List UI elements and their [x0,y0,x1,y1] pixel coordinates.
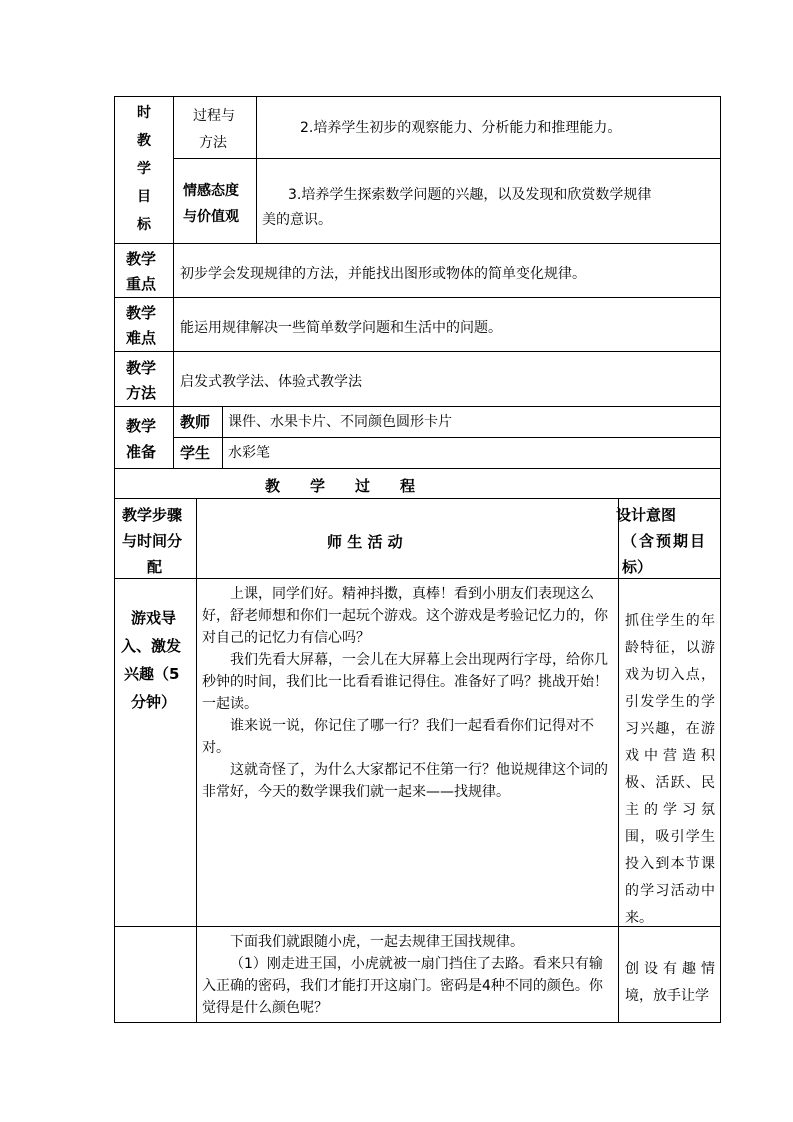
objectives-char: 时 [137,105,151,121]
student-label: 学生 [180,444,211,462]
table-line [114,243,721,244]
table-border-bottom [114,1022,721,1023]
key-point-label: 重点 [126,275,157,293]
table-line [196,498,197,1023]
process-method-label: 方法 [199,135,227,151]
table-line [256,96,257,244]
table-line [114,468,721,469]
difficulty-label: 教学 [126,304,157,322]
steps-header: 配 [147,558,163,576]
emotion-text: 3.培养学生探索数学问题的兴趣，以及发现和欣赏数学规律 [288,187,652,203]
table-line [114,406,721,407]
key-point-label: 教学 [126,250,157,268]
objectives-char: 教 [137,133,151,149]
emotion-label: 与价值观 [183,209,239,225]
method-text: 启发式教学法、体验式教学法 [180,374,362,390]
design-header: 设计意图 [616,506,677,524]
step-label: 游戏导 [131,609,177,627]
activity-paragraph: 这就奇怪了，为什么大家都记不住第一行？他说规律这个词的非常好，今天的数学课我们就一起来——找规律。 [202,762,608,800]
steps-header: 教学步骤 [122,506,183,524]
key-point-text: 初步学会发现规律的方法，并能找出图形或物体的简单变化规律。 [180,266,586,282]
emotion-label: 情感态度 [183,183,239,199]
activity-content [202,583,614,803]
step-label: 兴趣（5 [124,665,180,683]
steps-header: 与时间分 [122,532,183,550]
design-intent: 创设有趣情境，放手让学 [625,961,715,1004]
emotion-text: 美的意识。 [262,212,332,228]
step-label: 入、激发 [121,637,182,655]
process-title: 教 学 过 程 [265,477,416,495]
table-line [173,437,721,438]
teacher-label: 教师 [180,413,211,431]
design-header: 标） [622,558,653,576]
preparation-label: 准备 [126,443,157,461]
table-line [173,96,174,469]
difficulty-label: 难点 [126,329,157,347]
process-method-text: 2.培养学生初步的观察能力、分析能力和推理能力。 [300,120,622,136]
preparation-label: 教学 [126,417,157,435]
design-intent: 抓住学生的年龄特征，以游戏为切入点，引发学生的学习兴趣，在游戏中营造积极、活跃、民主的学习氛围，吸引学生投入到本节课的学习活动中来。 [625,613,715,926]
table-border-left [114,96,115,1023]
difficulty-text: 能运用规律解决一些简单数学问题和生活中的问题。 [180,320,502,336]
student-materials: 水彩笔 [228,445,270,461]
method-label: 方法 [126,384,157,402]
step-label: 分钟） [131,693,177,711]
activity-header: 师 生 活 动 [327,533,403,551]
activity-paragraph: 下面我们就跟随小虎，一起去规律王国找规律。 [230,934,524,950]
table-line [222,406,223,469]
objectives-char: 学 [137,161,151,177]
table-border-top [114,96,721,97]
objectives-char: 标 [137,217,151,233]
table-line [618,498,619,1023]
table-line [114,351,721,352]
design-header: （含预期目 [622,532,708,550]
activity-paragraph: 谁来说一说，你记住了哪一行？我们一起看看你们记得对不对。 [202,718,594,756]
objectives-char: 目 [137,189,151,205]
table-border-right [720,96,721,1023]
activity-paragraph: 上课，同学们好。精神抖擞，真棒！看到小朋友们表现这么好，舒老师想和你们一起玩个游戏。这个游戏是考验记忆力的，你对自己的记忆力有信心吗？ [202,586,608,646]
activity-paragraph: （1）刚走进王国，小虎就被一扇门挡住了去路。看来只有输入正确的密码，我们才能打开这扇门。密码是4种不同的颜色。你觉得是什么颜色呢？ [202,956,603,1016]
activity-content [202,931,614,1019]
activity-paragraph: 我们先看大屏幕，一会儿在大屏幕上会出现两行字母，给你几秒钟的时间，我们比一比看看谁记得住。准备好了吗？挑战开始！一起读。 [202,652,608,712]
table-line [114,297,721,298]
process-method-label: 过程与 [193,108,235,124]
teacher-materials: 课件、水果卡片、不同颜色圆形卡片 [228,414,452,430]
table-line [114,498,721,499]
method-label: 教学 [126,359,157,377]
